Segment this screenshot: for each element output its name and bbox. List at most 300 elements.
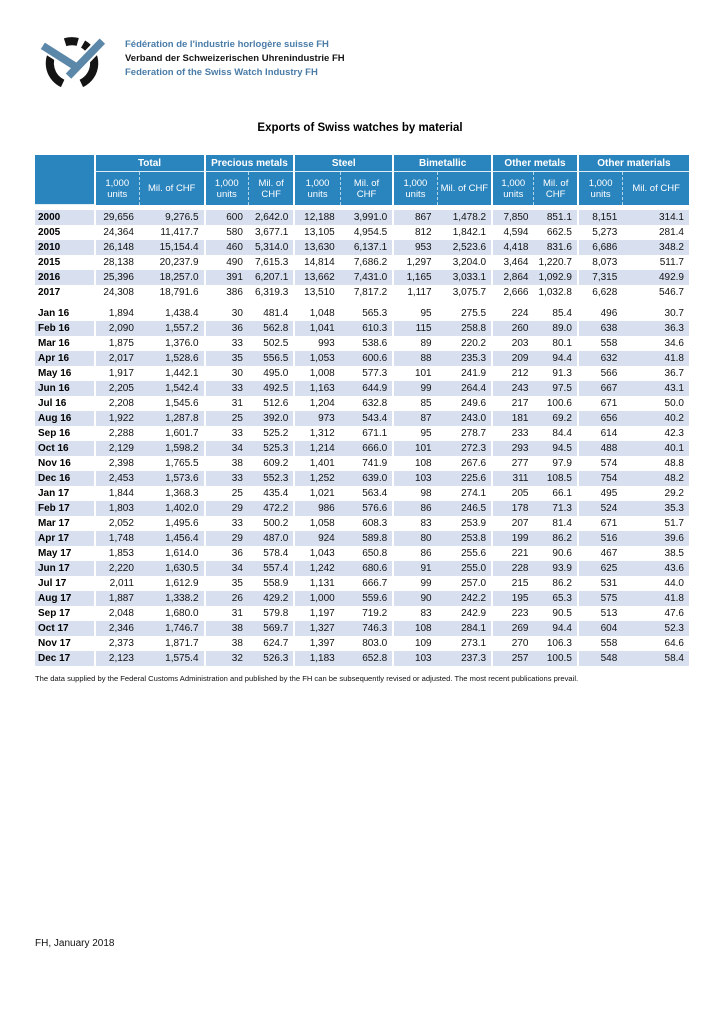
row-label: Oct 16 <box>35 441 94 456</box>
value-cell: 558 <box>577 636 622 651</box>
value-cell: 15,154.4 <box>139 240 204 255</box>
data-disclaimer: The data supplied by the Federal Customs Administration and published by the FH can be subsequently revised or adjusted. The most recent publications prevail. <box>35 674 579 683</box>
value-cell: 47.6 <box>664 608 684 619</box>
value-cell: 1,746.7 <box>139 621 204 636</box>
value-cell: 18,791.6 <box>159 287 199 298</box>
value-cell: 671.1 <box>362 428 388 439</box>
value-cell: 1,183 <box>293 651 339 666</box>
month-row <box>35 636 689 651</box>
value-cell: 1,894 <box>94 306 139 321</box>
value-cell: 242.9 <box>461 608 487 619</box>
value-cell: 34.6 <box>664 338 684 349</box>
value-cell: 490 <box>204 255 248 270</box>
group-header-total: Total <box>94 155 204 172</box>
value-cell: 803.0 <box>362 638 388 649</box>
row-label: Dec 16 <box>35 471 94 486</box>
value-cell: 33 <box>204 426 248 441</box>
month-row <box>35 576 689 591</box>
value-cell: 552.3 <box>248 471 293 486</box>
value-cell: 513 <box>577 606 622 621</box>
value-cell: 87 <box>392 411 436 426</box>
value-cell: 1,495.6 <box>165 518 199 529</box>
month-row <box>35 321 689 336</box>
value-cell: 525.3 <box>248 441 293 456</box>
value-cell: 30 <box>204 306 248 321</box>
value-cell: 1,058 <box>293 516 339 531</box>
value-cell: 924 <box>293 531 339 546</box>
value-cell: 495 <box>577 486 622 501</box>
row-label: Apr 16 <box>35 351 94 366</box>
value-cell: 680.6 <box>340 561 392 576</box>
value-cell: 69.2 <box>533 411 576 426</box>
value-cell: 84.4 <box>552 428 572 439</box>
value-cell: 666.0 <box>340 441 392 456</box>
value-cell: 94.5 <box>533 441 576 456</box>
value-cell: 754 <box>577 471 622 486</box>
value-cell: 429.2 <box>248 591 293 606</box>
value-cell: 311 <box>491 471 533 486</box>
value-cell: 103 <box>392 651 436 666</box>
value-cell: 80.1 <box>552 338 572 349</box>
value-cell: 94.4 <box>533 351 576 366</box>
value-cell: 741.9 <box>362 458 388 469</box>
value-cell: 2,346 <box>94 621 139 636</box>
value-cell: 2,011 <box>94 576 139 591</box>
value-cell: 83 <box>392 606 436 621</box>
row-label: Aug 16 <box>35 411 94 426</box>
value-cell: 1,204 <box>293 396 339 411</box>
fh-logo <box>33 33 345 89</box>
row-label: Nov 17 <box>38 638 71 649</box>
value-cell: 1,438.4 <box>165 308 199 319</box>
value-cell: 1,165 <box>392 270 436 285</box>
value-cell: 29 <box>204 531 248 546</box>
month-row <box>35 366 689 381</box>
value-cell: 1,048 <box>293 306 339 321</box>
value-cell: 7,315 <box>577 270 622 285</box>
row-label: Mar 16 <box>38 338 70 349</box>
value-cell: 6,137.1 <box>340 240 392 255</box>
value-cell: 274.1 <box>461 488 487 499</box>
value-cell: 2,123 <box>94 651 139 666</box>
value-cell: 986 <box>293 501 339 516</box>
group-header-other-materials: Other materials <box>577 155 689 172</box>
value-cell: 1,630.5 <box>139 561 204 576</box>
value-cell: 1,287.8 <box>139 411 204 426</box>
value-cell: 83 <box>392 516 436 531</box>
value-cell: 26,148 <box>94 240 139 255</box>
row-label: Jan 16 <box>38 308 70 319</box>
value-cell: 558 <box>577 336 622 351</box>
value-cell: 576.6 <box>340 501 392 516</box>
value-cell: 644.9 <box>340 381 392 396</box>
value-cell: 86.2 <box>552 578 572 589</box>
value-cell: 6,628 <box>577 285 622 300</box>
value-cell: 242.2 <box>437 591 491 606</box>
value-cell: 1,252 <box>293 471 339 486</box>
row-label: Aug 17 <box>35 591 94 606</box>
subheader-units: 1,000 units <box>94 172 139 205</box>
value-cell: 253.8 <box>437 531 491 546</box>
value-cell: 481.4 <box>263 308 289 319</box>
value-cell: 524 <box>577 501 622 516</box>
value-cell: 207 <box>491 516 533 531</box>
value-cell: 1,542.4 <box>139 381 204 396</box>
month-row <box>35 396 689 411</box>
value-cell: 31 <box>204 396 248 411</box>
value-cell: 95 <box>392 306 436 321</box>
value-cell: 562.8 <box>248 321 293 336</box>
value-cell: 1,297 <box>392 255 436 270</box>
value-cell: 48.2 <box>622 471 689 486</box>
row-label: Dec 17 <box>35 651 94 666</box>
value-cell: 662.5 <box>546 227 572 238</box>
value-cell: 29,656 <box>94 210 139 225</box>
exports-table-container <box>35 155 691 666</box>
value-cell: 1,842.1 <box>452 227 487 238</box>
value-cell: 42.3 <box>664 428 684 439</box>
value-cell: 1,478.2 <box>437 210 491 225</box>
value-cell: 228 <box>491 561 533 576</box>
value-cell: 1,612.9 <box>165 578 199 589</box>
subheader-units: 1,000 units <box>204 172 248 205</box>
value-cell: 215 <box>491 576 533 591</box>
value-cell: 249.6 <box>461 398 487 409</box>
subheader-chf: Mil. of CHF <box>248 172 293 205</box>
publication-footer: FH, January 2018 <box>35 938 115 949</box>
month-row <box>35 381 689 396</box>
row-label: 2000 <box>35 210 94 225</box>
value-cell: 5,273 <box>577 225 622 240</box>
value-cell: 41.8 <box>622 351 689 366</box>
value-cell: 209 <box>491 351 533 366</box>
value-cell: 1,875 <box>94 336 139 351</box>
value-cell: 270 <box>491 636 533 651</box>
value-cell: 31 <box>204 606 248 621</box>
value-cell: 639.0 <box>340 471 392 486</box>
value-cell: 1,312 <box>293 426 339 441</box>
value-cell: 258.8 <box>437 321 491 336</box>
value-cell: 1,803 <box>94 501 139 516</box>
value-cell: 1,844 <box>94 486 139 501</box>
org-name-block <box>125 33 345 80</box>
value-cell: 115 <box>392 321 436 336</box>
value-cell: 241.9 <box>461 368 487 379</box>
value-cell: 525.2 <box>263 428 289 439</box>
value-cell: 1,000 <box>293 591 339 606</box>
row-label: May 16 <box>38 368 72 379</box>
value-cell: 36.3 <box>622 321 689 336</box>
value-cell: 36 <box>204 546 248 561</box>
year-row <box>35 225 689 240</box>
year-row <box>35 210 689 225</box>
value-cell: 224 <box>491 306 533 321</box>
value-cell: 89 <box>392 336 436 351</box>
value-cell: 99 <box>392 576 436 591</box>
value-cell: 106.3 <box>546 638 572 649</box>
value-cell: 7,615.3 <box>254 257 289 268</box>
value-cell: 1,601.7 <box>165 428 199 439</box>
value-cell: 257 <box>491 651 533 666</box>
value-cell: 638 <box>577 321 622 336</box>
value-cell: 577.3 <box>362 368 388 379</box>
value-cell: 512.6 <box>263 398 289 409</box>
value-cell: 1,376.0 <box>165 338 199 349</box>
value-cell: 269 <box>491 621 533 636</box>
value-cell: 487.0 <box>248 531 293 546</box>
value-cell: 41.8 <box>622 591 689 606</box>
fh-logo-icon <box>33 33 111 89</box>
value-cell: 2,052 <box>94 516 139 531</box>
row-label: May 17 <box>38 548 72 559</box>
value-cell: 8,151 <box>577 210 622 225</box>
value-cell: 85 <box>392 396 436 411</box>
value-cell: 66.1 <box>552 488 572 499</box>
value-cell: 556.5 <box>248 351 293 366</box>
value-cell: 719.2 <box>362 608 388 619</box>
value-cell: 243.0 <box>437 411 491 426</box>
row-label: 2017 <box>38 287 61 298</box>
value-cell: 1,327 <box>293 621 339 636</box>
value-cell: 2,864 <box>491 270 533 285</box>
value-cell: 273.1 <box>461 638 487 649</box>
exports-table <box>35 155 689 666</box>
row-label: Sep 17 <box>38 608 71 619</box>
value-cell: 3,204.0 <box>452 257 487 268</box>
value-cell: 3,464 <box>491 255 533 270</box>
month-row <box>35 591 689 606</box>
value-cell: 88 <box>392 351 436 366</box>
value-cell: 89.0 <box>533 321 576 336</box>
value-cell: 4,418 <box>491 240 533 255</box>
value-cell: 2,288 <box>94 426 139 441</box>
value-cell: 492.5 <box>248 381 293 396</box>
value-cell: 632 <box>577 351 622 366</box>
value-cell: 109 <box>392 636 436 651</box>
value-cell: 5,314.0 <box>248 240 293 255</box>
value-cell: 2,208 <box>94 396 139 411</box>
value-cell: 243 <box>491 381 533 396</box>
value-cell: 566 <box>577 366 622 381</box>
value-cell: 71.3 <box>533 501 576 516</box>
value-cell: 559.6 <box>340 591 392 606</box>
value-cell: 264.4 <box>437 381 491 396</box>
value-cell: 40.2 <box>622 411 689 426</box>
value-cell: 108 <box>392 456 436 471</box>
value-cell: 2,523.6 <box>437 240 491 255</box>
value-cell: 460 <box>204 240 248 255</box>
value-cell: 812 <box>392 225 436 240</box>
value-cell: 35 <box>204 351 248 366</box>
value-cell: 1,401 <box>293 456 339 471</box>
subheader-chf: Mil. of CHF <box>139 172 204 205</box>
month-row <box>35 336 689 351</box>
value-cell: 1,442.1 <box>165 368 199 379</box>
value-cell: 1,032.8 <box>538 287 572 298</box>
corner-header-cell <box>35 155 94 205</box>
value-cell: 488 <box>577 441 622 456</box>
value-cell: 1,748 <box>94 531 139 546</box>
value-cell: 652.8 <box>340 651 392 666</box>
org-name-de: Verband der Schweizerischen Uhrenindustrie FH <box>125 53 345 64</box>
month-row <box>35 501 689 516</box>
month-row <box>35 426 689 441</box>
value-cell: 33 <box>204 471 248 486</box>
value-cell: 2,453 <box>94 471 139 486</box>
value-cell: 604 <box>577 621 622 636</box>
month-row <box>35 456 689 471</box>
value-cell: 100.5 <box>533 651 576 666</box>
value-cell: 40.1 <box>622 441 689 456</box>
value-cell: 233 <box>491 426 533 441</box>
value-cell: 625 <box>577 561 622 576</box>
subheader-chf: Mil. of CHF <box>437 172 491 205</box>
value-cell: 257.0 <box>461 578 487 589</box>
value-cell: 255.6 <box>461 548 487 559</box>
value-cell: 4,954.5 <box>353 227 388 238</box>
value-cell: 18,257.0 <box>139 270 204 285</box>
value-cell: 103 <box>392 471 436 486</box>
value-cell: 1,922 <box>94 411 139 426</box>
value-cell: 1,456.4 <box>139 531 204 546</box>
value-cell: 86 <box>392 546 436 561</box>
value-cell: 1,021 <box>293 486 339 501</box>
value-cell: 1,220.7 <box>538 257 572 268</box>
value-cell: 851.1 <box>533 210 576 225</box>
value-cell: 34 <box>204 441 248 456</box>
value-cell: 666.7 <box>362 578 388 589</box>
value-cell: 85.4 <box>552 308 572 319</box>
value-cell: 11,417.7 <box>160 227 199 238</box>
value-cell: 52.3 <box>622 621 689 636</box>
subheader-units: 1,000 units <box>293 172 339 205</box>
value-cell: 624.7 <box>263 638 289 649</box>
value-cell: 95 <box>392 426 436 441</box>
value-cell: 86.2 <box>533 531 576 546</box>
value-cell: 33 <box>204 516 248 531</box>
value-cell: 614 <box>577 426 622 441</box>
value-cell: 51.7 <box>664 518 684 529</box>
value-cell: 632.8 <box>362 398 388 409</box>
value-cell: 13,510 <box>293 285 339 300</box>
value-cell: 1,545.6 <box>165 398 199 409</box>
value-cell: 34 <box>204 561 248 576</box>
month-row <box>35 306 689 321</box>
value-cell: 97.5 <box>533 381 576 396</box>
year-row <box>35 270 689 285</box>
value-cell: 2,666 <box>491 285 533 300</box>
value-cell: 38 <box>204 636 248 651</box>
value-cell: 1,242 <box>293 561 339 576</box>
value-cell: 277 <box>491 456 533 471</box>
value-cell: 108.5 <box>533 471 576 486</box>
value-cell: 548 <box>577 651 622 666</box>
value-cell: 563.4 <box>362 488 388 499</box>
value-cell: 195 <box>491 591 533 606</box>
value-cell: 1,092.9 <box>533 270 576 285</box>
row-label: 2010 <box>35 240 94 255</box>
value-cell: 28,138 <box>94 255 139 270</box>
value-cell: 671 <box>577 516 622 531</box>
value-cell: 1,871.7 <box>165 638 199 649</box>
value-cell: 90.5 <box>552 608 572 619</box>
value-cell: 1,573.6 <box>139 471 204 486</box>
value-cell: 3,075.7 <box>452 287 487 298</box>
value-cell: 29.2 <box>664 488 684 499</box>
value-cell: 1,338.2 <box>139 591 204 606</box>
page-title: Exports of Swiss watches by material <box>257 122 463 134</box>
value-cell: 1,131 <box>293 576 339 591</box>
value-cell: 3,677.1 <box>254 227 289 238</box>
value-cell: 558.9 <box>263 578 289 589</box>
value-cell: 13,630 <box>293 240 339 255</box>
value-cell: 14,814 <box>293 255 339 270</box>
value-cell: 35.3 <box>622 501 689 516</box>
value-cell: 348.2 <box>622 240 689 255</box>
value-cell: 671 <box>577 396 622 411</box>
value-cell: 38 <box>204 621 248 636</box>
value-cell: 3,033.1 <box>437 270 491 285</box>
value-cell: 94.4 <box>533 621 576 636</box>
value-cell: 36 <box>204 321 248 336</box>
row-label: Jul 16 <box>38 398 67 409</box>
value-cell: 391 <box>204 270 248 285</box>
value-cell: 267.6 <box>461 458 487 469</box>
value-cell: 6,686 <box>577 240 622 255</box>
value-cell: 8,073 <box>577 255 622 270</box>
value-cell: 516 <box>577 531 622 546</box>
value-cell: 608.3 <box>362 518 388 529</box>
value-cell: 2,205 <box>94 381 139 396</box>
value-cell: 392.0 <box>248 411 293 426</box>
value-cell: 235.3 <box>437 351 491 366</box>
value-cell: 64.6 <box>664 638 684 649</box>
value-cell: 543.4 <box>340 411 392 426</box>
value-cell: 667 <box>577 381 622 396</box>
value-cell: 91.3 <box>552 368 572 379</box>
value-cell: 1,402.0 <box>139 501 204 516</box>
value-cell: 546.7 <box>658 287 684 298</box>
value-cell: 574 <box>577 456 622 471</box>
value-cell: 13,662 <box>293 270 339 285</box>
value-cell: 565.3 <box>362 308 388 319</box>
value-cell: 205 <box>491 486 533 501</box>
value-cell: 831.6 <box>533 240 576 255</box>
value-cell: 284.1 <box>437 621 491 636</box>
value-cell: 569.7 <box>248 621 293 636</box>
value-cell: 496 <box>577 306 622 321</box>
value-cell: 3,991.0 <box>340 210 392 225</box>
value-cell: 2,048 <box>94 606 139 621</box>
subheader-chf: Mil. of CHF <box>340 172 392 205</box>
value-cell: 255.0 <box>437 561 491 576</box>
value-cell: 2,017 <box>94 351 139 366</box>
value-cell: 1,043 <box>293 546 339 561</box>
value-cell: 93.9 <box>533 561 576 576</box>
value-cell: 12,188 <box>293 210 339 225</box>
value-cell: 2,129 <box>94 441 139 456</box>
value-cell: 1,117 <box>392 285 436 300</box>
value-cell: 58.4 <box>622 651 689 666</box>
value-cell: 100.6 <box>546 398 572 409</box>
value-cell: 1,368.3 <box>165 488 199 499</box>
value-cell: 953 <box>392 240 436 255</box>
value-cell: 1,680.0 <box>165 608 199 619</box>
value-cell: 1,041 <box>293 321 339 336</box>
subheader-chf: Mil. of CHF <box>533 172 576 205</box>
value-cell: 1,598.2 <box>139 441 204 456</box>
month-row <box>35 651 689 666</box>
